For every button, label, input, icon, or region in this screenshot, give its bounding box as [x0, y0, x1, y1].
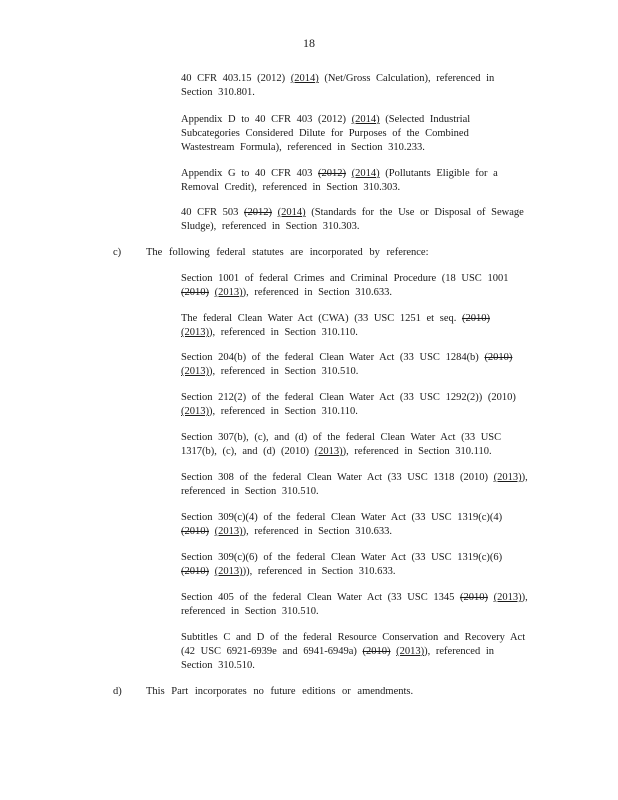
item-line: Section 309(c)(6) of the federal Clean Water Act (33 USC 1319(c)(6) — [181, 552, 503, 563]
statute-item — [181, 272, 541, 300]
statute-item — [181, 391, 541, 419]
item-line: (42 USC 6921-6939e and 6941-6949a) (2010) (2013)), referenced in — [181, 646, 494, 657]
inserted-text: (2013) — [214, 287, 243, 298]
item-line: 1317(b), (c), and (d) (2010) (2013)), referenced in Section 310.110. — [181, 446, 492, 457]
inserted-text: (2013) — [181, 406, 209, 417]
item-line: (2013)), referenced in Section 310.110. — [181, 406, 358, 417]
item-line: Section 310.801. — [181, 87, 255, 98]
item-line: Section 307(b), (c), and (d) of the federal Clean Water Act (33 USC — [181, 432, 502, 443]
item-line: Subtitles C and D of the federal Resource Conservation and Recovery Act — [181, 632, 526, 643]
inserted-text: (2014) — [277, 207, 306, 218]
inserted-text: (2013) — [493, 592, 522, 603]
deleted-text: (2010) — [484, 352, 513, 363]
statute-item — [181, 471, 541, 499]
deleted-text: (2010) — [459, 592, 488, 603]
inserted-text: (2013) — [314, 446, 343, 457]
statute-item — [181, 312, 541, 340]
deleted-text: (2010) — [461, 313, 490, 324]
item-line: Section 310.510. — [181, 660, 255, 671]
inserted-text: (2013) — [396, 646, 425, 657]
item-line: (2010) (2013)), referenced in Section 310.633. — [181, 287, 392, 298]
item-line: Section 204(b) of the federal Clean Water Act (33 USC 1284(b) (2010) — [181, 352, 513, 363]
statute-item — [181, 551, 541, 579]
item-line: (2010) (2013))), referenced in Section 310.633. — [181, 566, 396, 577]
item-line: The federal Clean Water Act (CWA) (33 USC 1251 et seq. (2010) — [181, 313, 490, 324]
inserted-text: (2014) — [290, 73, 319, 84]
item-line: Section 309(c)(4) of the federal Clean Water Act (33 USC 1319(c)(4) — [181, 512, 503, 523]
item-line: Sludge), referenced in Section 310.303. — [181, 221, 360, 232]
item-line: Section 405 of the federal Clean Water Act (33 USC 1345 (2010) (2013)), — [181, 592, 528, 603]
inserted-text: (2013) — [214, 526, 243, 537]
inserted-text: (2013) — [181, 327, 209, 338]
deleted-text: (2012) — [243, 207, 272, 218]
statute-item — [181, 591, 541, 619]
subsection-d-lead: This Part incorporates no future editions or amendments. — [146, 686, 414, 697]
item-line: referenced in Section 310.510. — [181, 606, 319, 617]
statute-item — [181, 631, 541, 673]
deleted-text: (2010) — [181, 287, 209, 298]
incorporated-item — [181, 113, 519, 155]
item-line: (2010) (2013)), referenced in Section 310.633. — [181, 526, 392, 537]
item-line: 40 CFR 403.15 (2012) (2014) (Net/Gross Calculation), referenced in — [181, 73, 495, 84]
item-line: referenced in Section 310.510. — [181, 486, 319, 497]
statute-item — [181, 431, 541, 459]
item-line: Appendix G to 40 CFR 403 (2012) (2014) (Pollutants Eligible for a — [181, 168, 498, 179]
item-line: Wastestream Formula), referenced in Section 310.233. — [181, 142, 425, 153]
deleted-text: (2012) — [318, 168, 347, 179]
inserted-text: (2013) — [493, 472, 522, 483]
item-line: (2013)), referenced in Section 310.110. — [181, 327, 358, 338]
item-line: Section 308 of the federal Clean Water Act (33 USC 1318 (2010) (2013)), — [181, 472, 528, 483]
statute-item — [181, 351, 541, 379]
subsection-c-lead: The following federal statutes are incorporated by reference: — [146, 247, 429, 258]
inserted-text: (2014) — [351, 168, 380, 179]
deleted-text: (2010) — [362, 646, 391, 657]
inserted-text: (2014) — [351, 114, 380, 125]
item-line: 40 CFR 503 (2012) (2014) (Standards for the Use or Disposal of Sewage — [181, 207, 524, 218]
item-line: Appendix D to 40 CFR 403 (2012) (2014) (Selected Industrial — [181, 114, 471, 125]
page-number: 18 — [303, 36, 315, 50]
incorporated-item — [181, 72, 519, 100]
inserted-text: (2013) — [214, 566, 243, 577]
item-line: Subcategories Considered Dilute for Purposes of the Combined — [181, 128, 469, 139]
deleted-text: (2010) — [181, 566, 209, 577]
item-line: Section 1001 of federal Crimes and Criminal Procedure (18 USC 1001 — [181, 273, 509, 284]
statute-item — [181, 511, 541, 539]
incorporated-item — [181, 206, 524, 234]
deleted-text: (2010) — [181, 526, 209, 537]
item-line: Section 212(2) of the federal Clean Water Act (33 USC 1292(2)) (2010) — [181, 392, 516, 403]
inserted-text: (2013) — [181, 366, 209, 377]
item-line: (2013)), referenced in Section 310.510. — [181, 366, 359, 377]
subsection-letter-d: d) — [113, 686, 122, 697]
item-line: Removal Credit), referenced in Section 310.303. — [181, 182, 401, 193]
incorporated-item — [181, 167, 519, 195]
subsection-letter-c: c) — [113, 247, 122, 258]
